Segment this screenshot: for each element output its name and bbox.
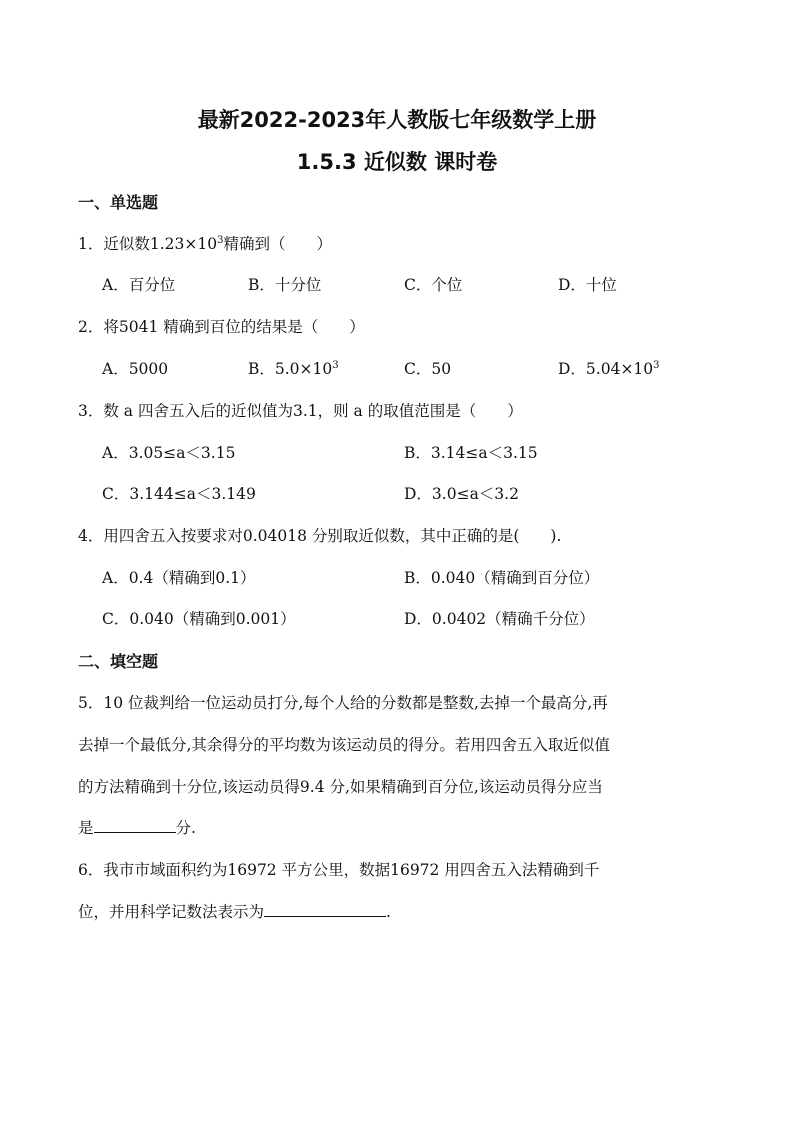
question-1-option-c: C．个位 [404, 276, 463, 294]
question-2-option-c: C．50 [404, 360, 452, 378]
question-4-stem: 4．用四舍五入按要求对0.04018 分别取近似数，其中正确的是( ). [78, 527, 562, 545]
question-1-option-b: B．十分位 [248, 276, 322, 294]
question-2-option-a: A．5000 [102, 360, 169, 378]
question-5-line-3: 的方法精确到十分位,该运动员得9.4 分,如果精确到百分位,该运动员得分应当 [78, 778, 603, 796]
question-4-option-a: A．0.4（精确到0.1） [102, 569, 256, 587]
question-6-line-2 [78, 900, 391, 922]
question-2-option-b-exponent: 3 [332, 359, 339, 371]
question-5-line-4 [78, 816, 196, 838]
question-4-option-b: B．0.040（精确到百分位） [404, 569, 600, 587]
question-2-stem: 2．将5041 精确到百位的结果是（ ） [78, 318, 365, 336]
page-subtitle: 1.5.3 近似数 课时卷 [296, 150, 498, 174]
question-5-text-before-blank: 是 [78, 819, 94, 837]
question-6-answer-blank[interactable] [264, 900, 386, 917]
question-3-option-a: A．3.05≤a＜3.15 [102, 444, 236, 462]
section-heading-fill-blank: 二、填空题 [78, 652, 159, 671]
question-1-stem [78, 232, 332, 254]
question-4-option-d: D．0.0402（精确千分位） [404, 610, 595, 628]
question-5-line-1: 5．10 位裁判给一位运动员打分,每个人给的分数都是整数,去掉一个最高分,再 [78, 694, 608, 712]
question-2-option-b [248, 357, 339, 379]
question-3-option-c: C．3.144≤a＜3.149 [102, 485, 256, 503]
question-1-option-a: A．百分位 [102, 276, 176, 294]
question-4-option-c: C．0.040（精确到0.001） [102, 610, 296, 628]
question-5-answer-blank[interactable] [94, 816, 176, 833]
question-2-option-d-exponent: 3 [653, 359, 660, 371]
question-1-text-end: 精确到（ ） [223, 235, 332, 253]
question-5-line-2: 去掉一个最低分,其余得分的平均数为该运动员的得分。若用四舍五入取近似值 [78, 736, 610, 754]
question-5-text-after-blank: 分. [175, 819, 196, 837]
question-3-stem: 3．数 a 四舍五入后的近似值为3.1，则 a 的取值范围是（ ） [78, 402, 523, 420]
question-1-exponent: 3 [217, 234, 224, 246]
question-6-text-after-blank: . [386, 903, 391, 921]
page-title: 最新2022-2023年人教版七年级数学上册 [197, 108, 597, 132]
question-3-option-b: B．3.14≤a＜3.15 [404, 444, 538, 462]
question-1-text: 1．近似数1.23×10 [78, 235, 218, 253]
question-2-option-d [558, 357, 660, 379]
question-6-line-1: 6．我市市域面积约为16972 平方公里，数据16972 用四舍五入法精确到千 [78, 861, 600, 879]
question-3-option-d: D．3.0≤a＜3.2 [404, 485, 519, 503]
question-2-option-b-text: B．5.0×10 [248, 360, 333, 378]
question-2-option-d-text: D．5.04×10 [558, 360, 654, 378]
question-1-option-d: D．十位 [558, 276, 617, 294]
question-6-text-before-blank: 位，并用科学记数法表示为 [78, 903, 265, 921]
section-heading-single-choice: 一、单选题 [78, 193, 159, 212]
